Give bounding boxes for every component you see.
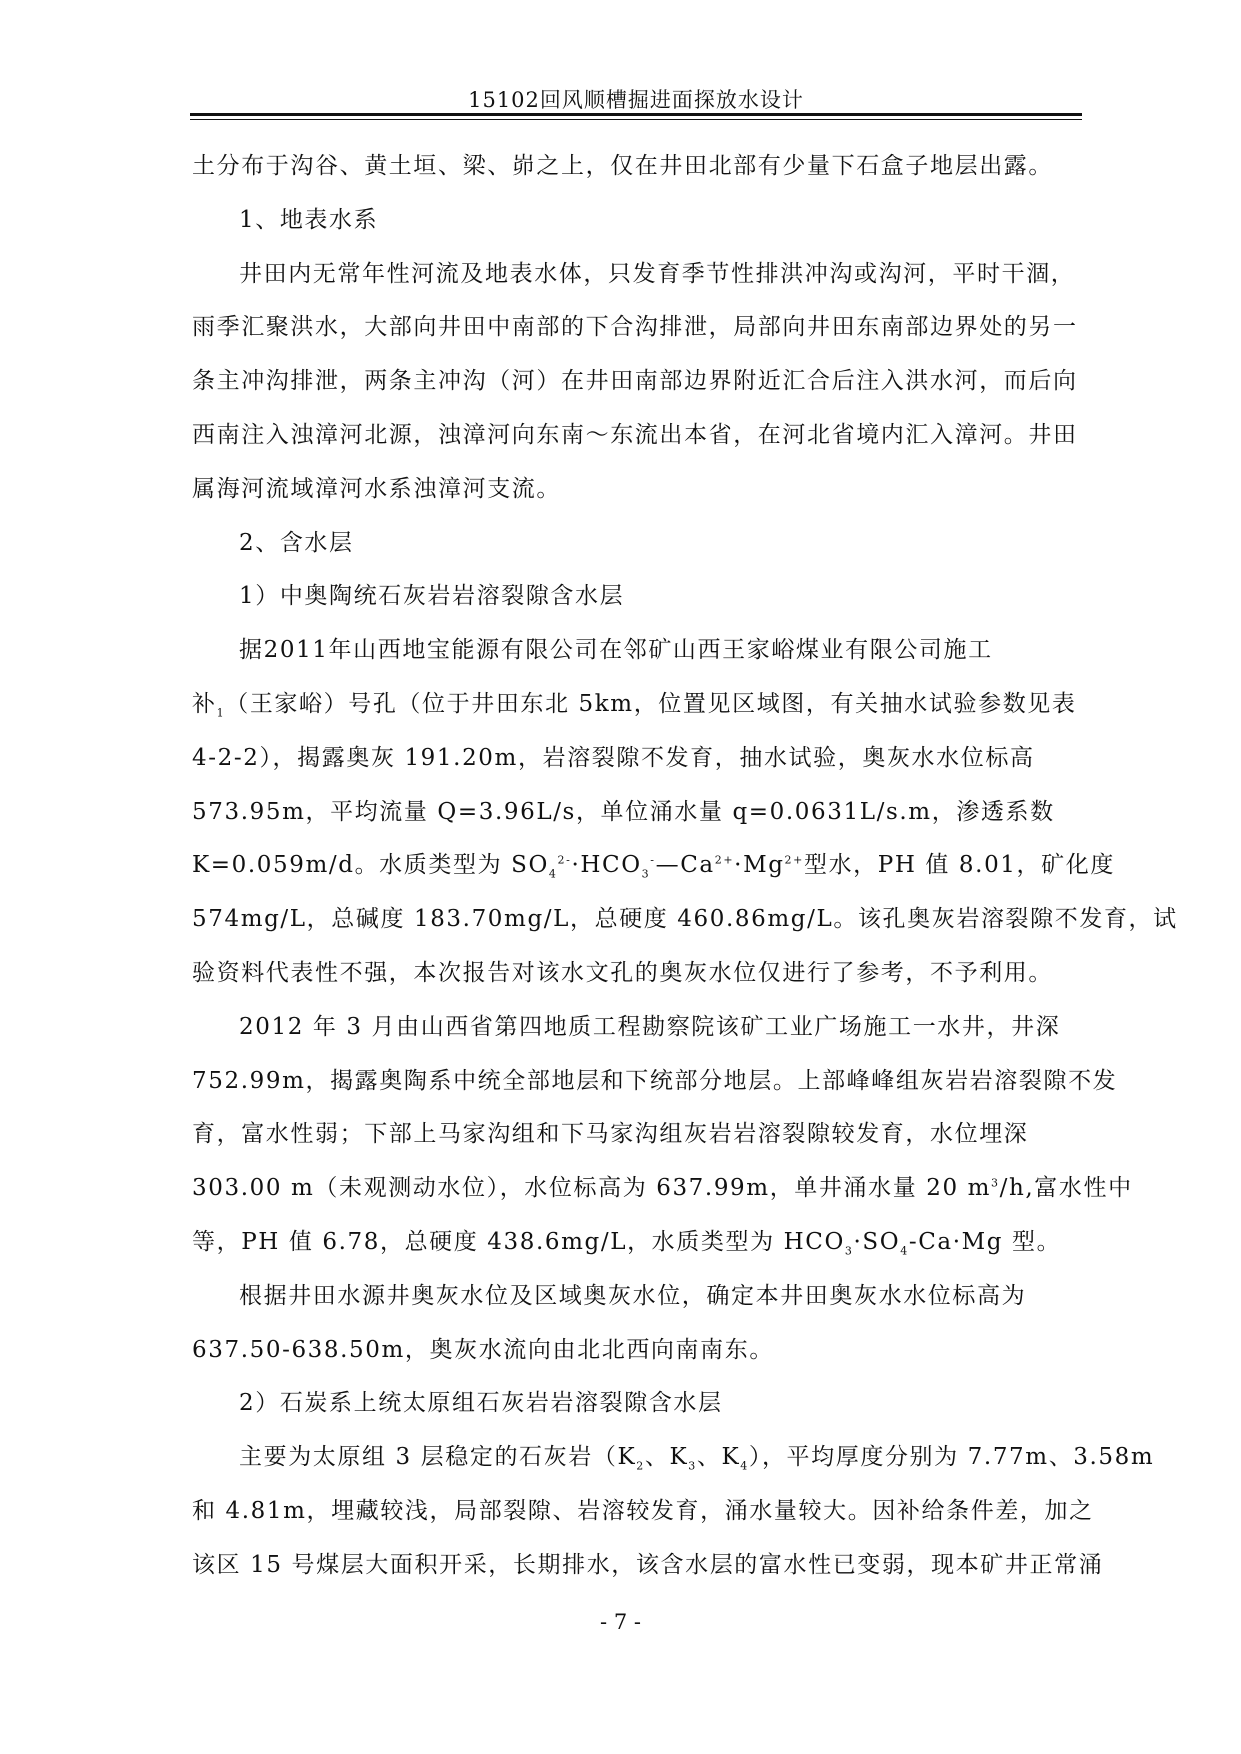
text-line: 补$_1$（王家峪）号孔（位于井田东北 5km，位置见区域图，有关抽水试验参数见表 xyxy=(192,690,1077,720)
text-line: 303.00 m（未观测动水位），水位标高为 637.99m，单井涌水量 20 $m^3/h$,富水性中 xyxy=(192,1175,1133,1202)
page-header-title: 15102回风顺槽掘进面探放水设计 xyxy=(468,88,804,112)
header-rule-thin xyxy=(190,119,1082,120)
text-line: 等，PH 值 6.78，总硬度 438.6mg/L，水质类型为 $HCO_3\cdot SO_4-Ca\cdot Mg$ 型。 xyxy=(192,1228,1062,1258)
section-heading-surface-water: 1、地表水系 xyxy=(239,206,379,233)
header-rule-thick xyxy=(190,113,1082,116)
text-line: 属海河流域漳河水系浊漳河支流。 xyxy=(192,475,561,502)
text-line: 根据井田水源井奥灰水位及区域奥灰水位，确定本井田奥灰水水位标高为 xyxy=(239,1282,1027,1309)
text-line: 雨季汇聚洪水，大部向井田中南部的下合沟排泄，局部向井田东南部边界处的另一 xyxy=(192,314,1078,341)
text-line: 条主冲沟排泄，两条主冲沟（河）在井田南部边界附近汇合后注入洪水河，而后向 xyxy=(192,368,1078,395)
subsection-heading-taiyuan: 2）石炭系上统太原组石灰岩岩溶裂隙含水层 xyxy=(239,1390,723,1417)
text-line: 574mg/L，总碱度 183.70mg/L，总硬度 460.86mg/L。该孔奥灰岩溶裂隙不发育，试 xyxy=(192,906,1178,933)
text-line: 验资料代表性不强，本次报告对该水文孔的奥灰水位仅进行了参考，不予利用。 xyxy=(192,959,1053,986)
text-line: 该区 15 号煤层大面积开采，长期排水，该含水层的富水性已变弱，现本矿井正常涌 xyxy=(192,1551,1104,1578)
text-line: 据2011年山西地宝能源有限公司在邻矿山西王家峪煤业有限公司施工 xyxy=(239,637,993,664)
text-line: 主要为太原组 3 层稳定的石灰岩（$K_2$、$K_3$、$K_4$），平均厚度分别为 7.77m、3.58m xyxy=(239,1444,1155,1473)
text-line: 637.50-638.50m，奥灰水流向由北北西向南南东。 xyxy=(192,1336,774,1363)
text-line: 西南注入浊漳河北源，浊漳河向东南～东流出本省，在河北省境内汇入漳河。井田 xyxy=(192,421,1078,448)
text-line: K=0.059m/d。水质类型为 $SO_4^{2-}\cdot HCO_3^-—Ca^{2+}\cdot Mg^{2+}$型水，PH 值 8.01，矿化度 xyxy=(192,852,1115,881)
text-line: 土分布于沟谷、黄土垣、梁、峁之上，仅在井田北部有少量下石盒子地层出露。 xyxy=(192,153,1053,179)
text-line: 井田内无常年性河流及地表水体，只发育季节性排洪冲沟或沟河，平时干涸， xyxy=(239,260,1076,287)
subsection-heading-ordovician: 1）中奥陶统石灰岩岩溶裂隙含水层 xyxy=(239,583,625,610)
text-line: 573.95m，平均流量 Q=3.96L/s，单位涌水量 q=0.0631L/s.m，渗透系数 xyxy=(192,798,1055,825)
section-heading-aquifer: 2、含水层 xyxy=(239,529,354,556)
text-line: 4-2-2），揭露奥灰 191.20m，岩溶裂隙不发育，抽水试验，奥灰水水位标高 xyxy=(192,744,1035,771)
text-line: 2012 年 3 月由山西省第四地质工程勘察院该矿工业广场施工一水井，井深 xyxy=(239,1013,1061,1040)
text-line: 育，富水性弱；下部上马家沟组和下马家沟组灰岩岩溶裂隙较发育，水位埋深 xyxy=(192,1121,1029,1148)
text-line: 和 4.81m，埋藏较浅，局部裂隙、岩溶较发育，涌水量较大。因补给条件差，加之 xyxy=(192,1497,1094,1524)
page-number: - 7 - xyxy=(600,1610,641,1634)
body-text xyxy=(192,140,1178,1593)
text-line: 752.99m，揭露奥陶系中统全部地层和下统部分地层。上部峰峰组灰岩岩溶裂隙不发 xyxy=(192,1067,1118,1094)
